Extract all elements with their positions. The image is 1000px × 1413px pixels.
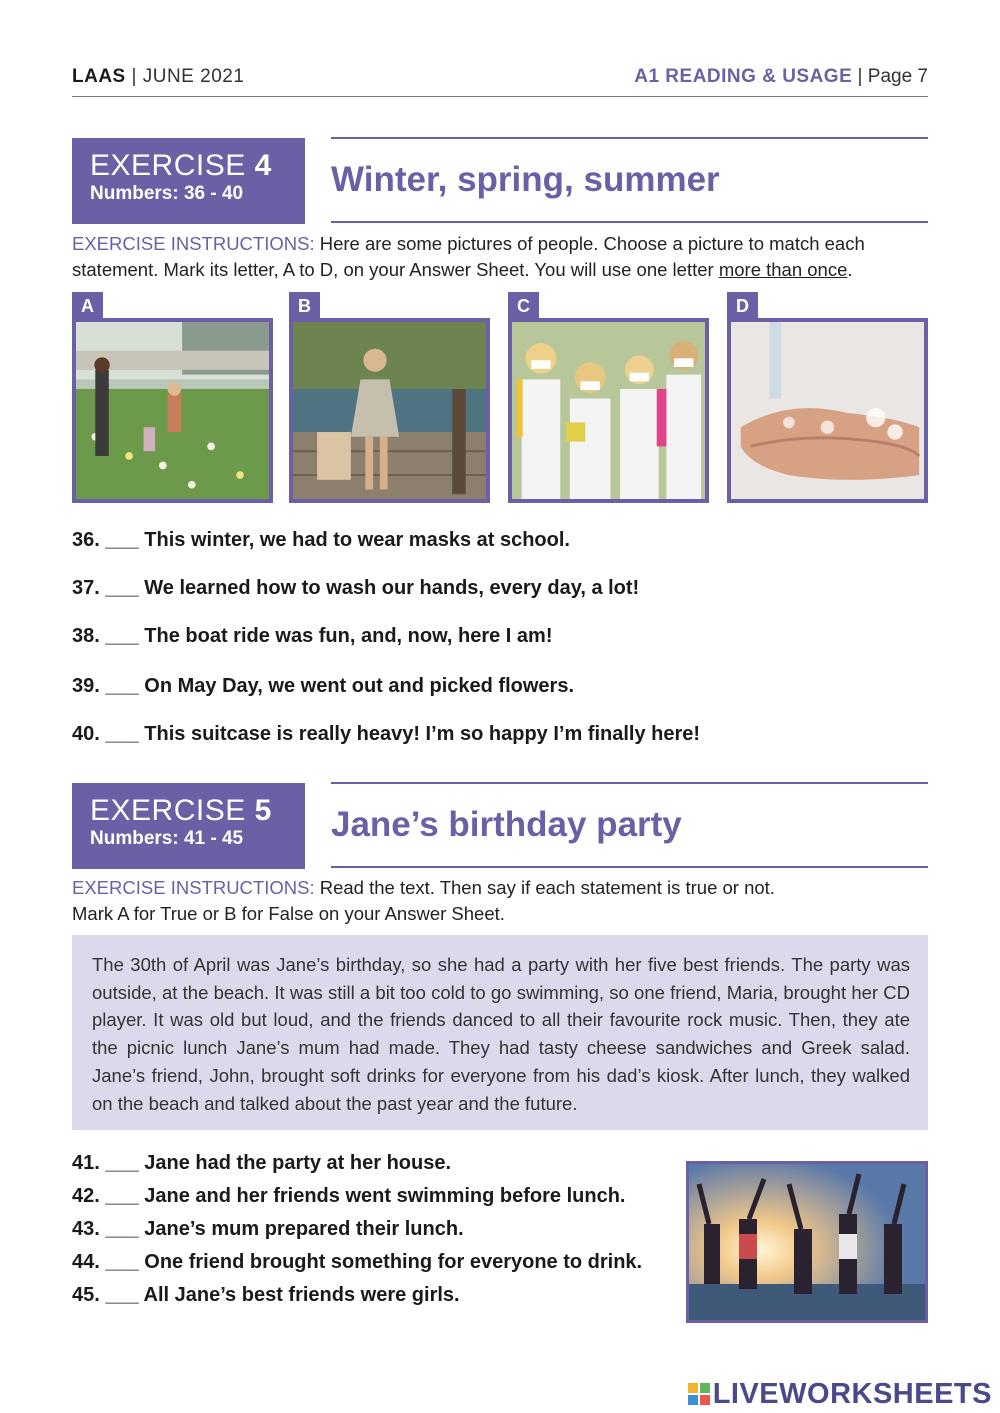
exercise-number: 5 xyxy=(254,794,272,827)
statement-41: 41. ___ Jane had the party at her house. xyxy=(72,1152,452,1174)
statement-43: 43. ___ Jane’s mum prepared their lunch. xyxy=(72,1218,464,1240)
reading-passage: The 30th of April was Jane’s birthday, so she had a party with her five best friends. The party was outside, at the beach. It was still a bit too cold to go swimming, so one friend, Maria, brought her CD player. It was old but loud, and the friends danced to all their favourite rock music. Then, they ate the picnic lunch Jane’s mum had made. They had tasty cheese sandwiches and Greek salad. Jane’s friend, John, brought soft drinks for everyone from his dad’s kiosk. After lunch, they walked on the beach and talked about the past year and the future. xyxy=(72,935,928,1130)
exercise-label: EXERCISE xyxy=(90,794,246,827)
header-date: JUNE 2021 xyxy=(142,66,245,87)
exercise-numbers: Numbers: 36 - 40 xyxy=(90,183,244,204)
instructions-text: Here are some pictures of people. Choose a picture to match each statement. Mark its letter, A to D, on your Answer Sheet. You will use one letter xyxy=(72,233,865,280)
statement-42: 42. ___ Jane and her friends went swimming before lunch. xyxy=(72,1185,626,1207)
picture-label-b: B xyxy=(289,292,320,321)
statement-40: 40. ___ This suitcase is really heavy! I’m so happy I’m finally here! xyxy=(72,723,701,745)
section-name: A1 READING & USAGE xyxy=(634,66,853,87)
picture-label-c: C xyxy=(508,292,539,321)
instructions-label: EXERCISE INSTRUCTIONS: xyxy=(72,233,315,254)
header-divider xyxy=(72,96,928,97)
statement-37: 37. ___ We learned how to wash our hands, every day, a lot! xyxy=(72,577,640,599)
brand: LAAS xyxy=(72,66,126,87)
picture-b-woman-suitcase xyxy=(289,318,490,503)
watermark-text: LIVEWORKSHEETS xyxy=(712,1378,992,1410)
picture-a-park-flowers xyxy=(72,318,273,503)
instructions-label: EXERCISE INSTRUCTIONS: xyxy=(72,877,315,898)
beach-party-photo xyxy=(686,1161,928,1323)
page-number: Page 7 xyxy=(867,66,928,87)
exercise-4-title: Winter, spring, summer xyxy=(331,160,720,199)
liveworksheets-watermark xyxy=(688,1378,992,1411)
statement-39: 39. ___ On May Day, we went out and picked flowers. xyxy=(72,675,575,697)
header-separator: | xyxy=(125,66,143,87)
statement-45: 45. ___ All Jane’s best friends were girls. xyxy=(72,1284,460,1306)
instructions-underline: more than once xyxy=(718,259,848,280)
picture-label-a: A xyxy=(72,292,103,321)
picture-d-washing-hands xyxy=(727,318,928,503)
exercise-number: 4 xyxy=(254,149,272,182)
header-left xyxy=(72,66,244,88)
header-separator: | xyxy=(852,66,868,87)
exercise-label: EXERCISE xyxy=(90,149,246,182)
instructions-line-2: Mark A for True or B for False on your Answer Sheet. xyxy=(72,903,505,924)
statement-38: 38. ___ The boat ride was fun, and, now, here I am! xyxy=(72,625,553,647)
liveworksheets-logo-icon xyxy=(688,1380,710,1402)
exercise-5-instructions xyxy=(72,875,932,927)
header-right xyxy=(634,66,928,88)
exercise-numbers: Numbers: 41 - 45 xyxy=(90,828,244,849)
picture-c-children-masks xyxy=(508,318,709,503)
title-rule-bottom xyxy=(331,221,928,223)
picture-label-d: D xyxy=(727,292,758,321)
instructions-line-1: Read the text. Then say if each statement is true or not. xyxy=(314,877,775,898)
exercise-4-badge xyxy=(72,138,305,224)
instructions-end: . xyxy=(847,259,853,280)
title-rule-bottom xyxy=(331,866,928,868)
exercise-5-title: Jane’s birthday party xyxy=(331,805,682,844)
title-rule-top xyxy=(331,137,928,139)
title-rule-top xyxy=(331,782,928,784)
statement-36: 36. ___ This winter, we had to wear masks at school. xyxy=(72,529,570,551)
exercise-4-instructions xyxy=(72,231,932,283)
exercise-5-badge xyxy=(72,783,305,869)
statement-44: 44. ___ One friend brought something for everyone to drink. xyxy=(72,1251,643,1273)
